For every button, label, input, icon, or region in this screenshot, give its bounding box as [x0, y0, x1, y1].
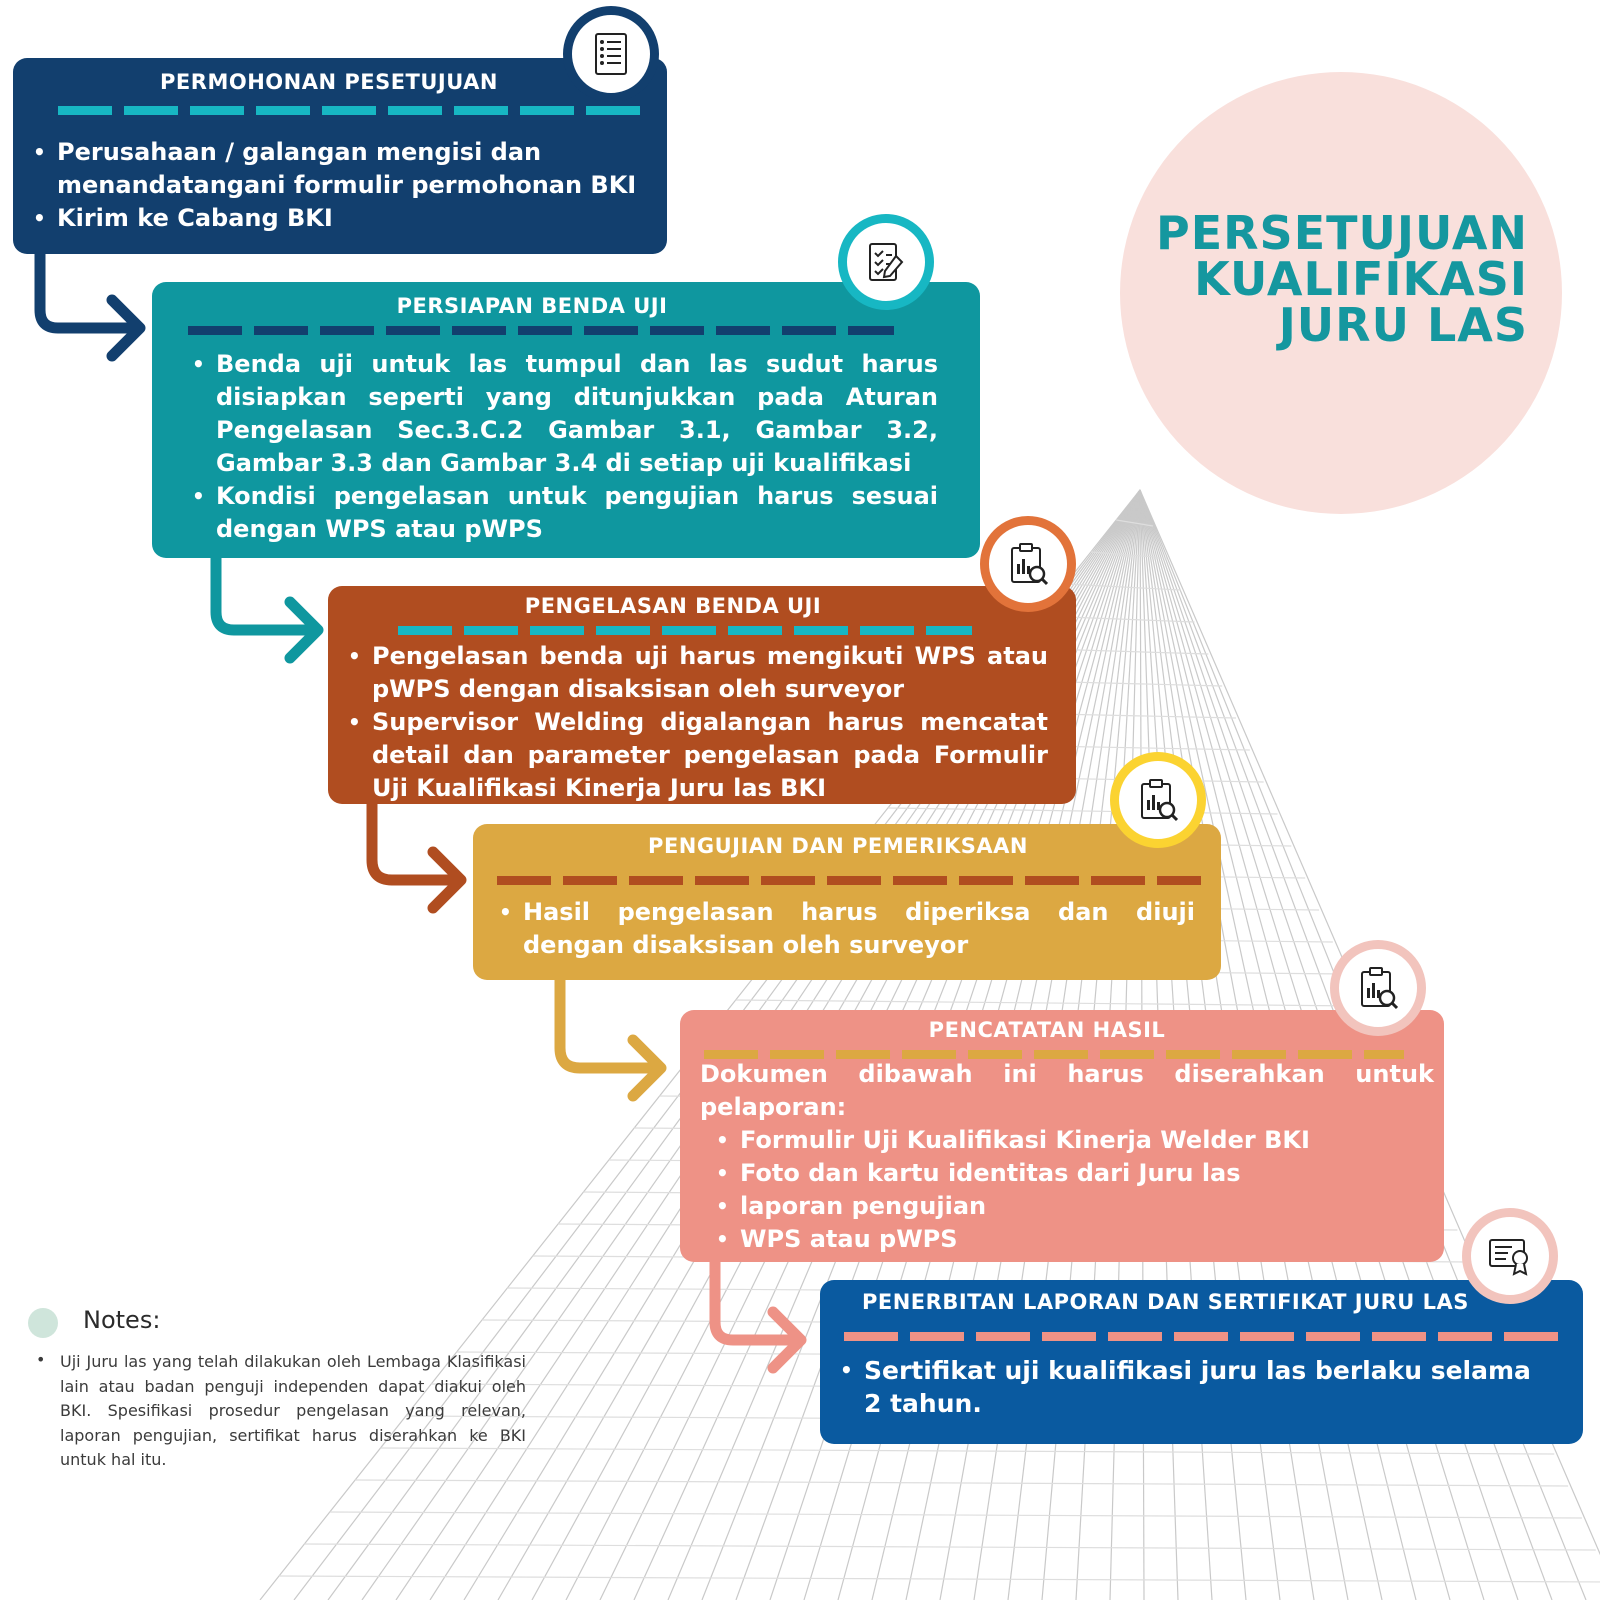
list-item: • Foto dan kartu identitas dari Juru las	[710, 1157, 1410, 1190]
step-title: PERSIAPAN BENDA UJI	[396, 294, 668, 318]
connector-arrow-2	[216, 548, 312, 630]
list-item: • Supervisor Welding digalangan harus mencatat detail dan parameter pengelasan pada Formulir Uji Kualifikasi Kinerja Juru las BKI	[342, 706, 1048, 805]
dashed-divider	[497, 876, 1201, 885]
list-item: • Perusahaan / galangan mengisi dan menandatangani formulir permohonan BKI	[27, 136, 647, 202]
clipboard-chart-icon	[1358, 966, 1398, 1010]
step-pengujian-box	[473, 824, 1221, 980]
list-item: • Hasil pengelasan harus diperiksa dan diuji dengan disaksisan oleh surveyor	[493, 896, 1195, 962]
step-penerbitan-box	[820, 1280, 1583, 1444]
step-4-icon-ring	[1110, 752, 1206, 848]
notes-title: Notes:	[83, 1306, 161, 1334]
title-line-1: PERSETUJUAN	[1156, 206, 1528, 260]
clipboard-chart-icon	[1008, 542, 1048, 586]
dashed-divider	[188, 326, 894, 335]
step-title: PENGELASAN BENDA UJI	[524, 594, 822, 618]
list-item: • Benda uji untuk las tumpul dan las sudut harus disiapkan seperti yang ditunjukkan pada Aturan Pengelasan Sec.3.C.2 Gambar 3.1, Gambar 3.2, Gambar 3.3 dan Gambar 3.4 di setiap uji kualifikasi	[186, 348, 938, 480]
step-title: PENERBITAN LAPORAN DAN SERTIFIKAT JURU LAS	[862, 1290, 1469, 1314]
step-5-icon-ring	[1330, 940, 1426, 1036]
notes-marker	[28, 1308, 58, 1338]
notes-text: Uji Juru las yang telah dilakukan oleh Lembaga Klasifikasi lain atau badan penguji independen dapat diakui oleh BKI. Spesifikasi prosedur pengelasan yang relevan, laporan pengujian, sertifikat harus diserahkan ke BKI untuk hal itu.	[60, 1352, 526, 1469]
list-item: • Pengelasan benda uji harus mengikuti WPS atau pWPS dengan disaksisan oleh surveyor	[342, 640, 1048, 706]
step-pengelasan-box	[328, 586, 1076, 804]
step-permohonan-box	[13, 58, 667, 254]
list-item: • laporan pengujian	[710, 1190, 1410, 1223]
list-item: • Kirim ke Cabang BKI	[27, 202, 647, 235]
step-pencatatan-box	[680, 1010, 1444, 1262]
list-item: • Formulir Uji Kualifikasi Kinerja Welder BKI	[710, 1124, 1410, 1157]
list-item: • WPS atau pWPS	[710, 1223, 1410, 1256]
checklist-pen-icon	[866, 240, 906, 284]
list-item: • Sertifikat uji kualifikasi juru las berlaku selama 2 tahun.	[834, 1354, 1546, 1420]
document-list-icon	[591, 32, 631, 76]
step-1-icon-ring	[563, 6, 659, 102]
clipboard-chart-icon	[1138, 778, 1178, 822]
title-line-2: KUALIFIKASI	[1194, 252, 1528, 306]
step-persiapan-box	[152, 282, 980, 558]
dashed-divider	[844, 1332, 1560, 1341]
step-title: PENGUJIAN DAN PEMERIKSAAN	[648, 834, 1028, 858]
step-title: PENCATATAN HASIL	[928, 1018, 1166, 1042]
dashed-divider	[58, 106, 643, 115]
intro-text: Dokumen dibawah ini harus diserahkan untuk pelaporan:	[700, 1060, 1434, 1121]
title-line-3: JURU LAS	[1278, 298, 1528, 352]
list-item: • Kondisi pengelasan untuk pengujian harus sesuai dengan WPS atau pWPS	[186, 480, 938, 546]
step-title: PERMOHONAN PESETUJUAN	[160, 70, 498, 94]
step-2-icon-ring	[838, 214, 934, 310]
notes-bullet: •	[36, 1350, 46, 1369]
step-6-icon-ring	[1462, 1208, 1558, 1304]
step-3-icon-ring	[980, 516, 1076, 612]
certificate-icon	[1488, 1236, 1532, 1276]
dashed-divider	[398, 626, 972, 635]
